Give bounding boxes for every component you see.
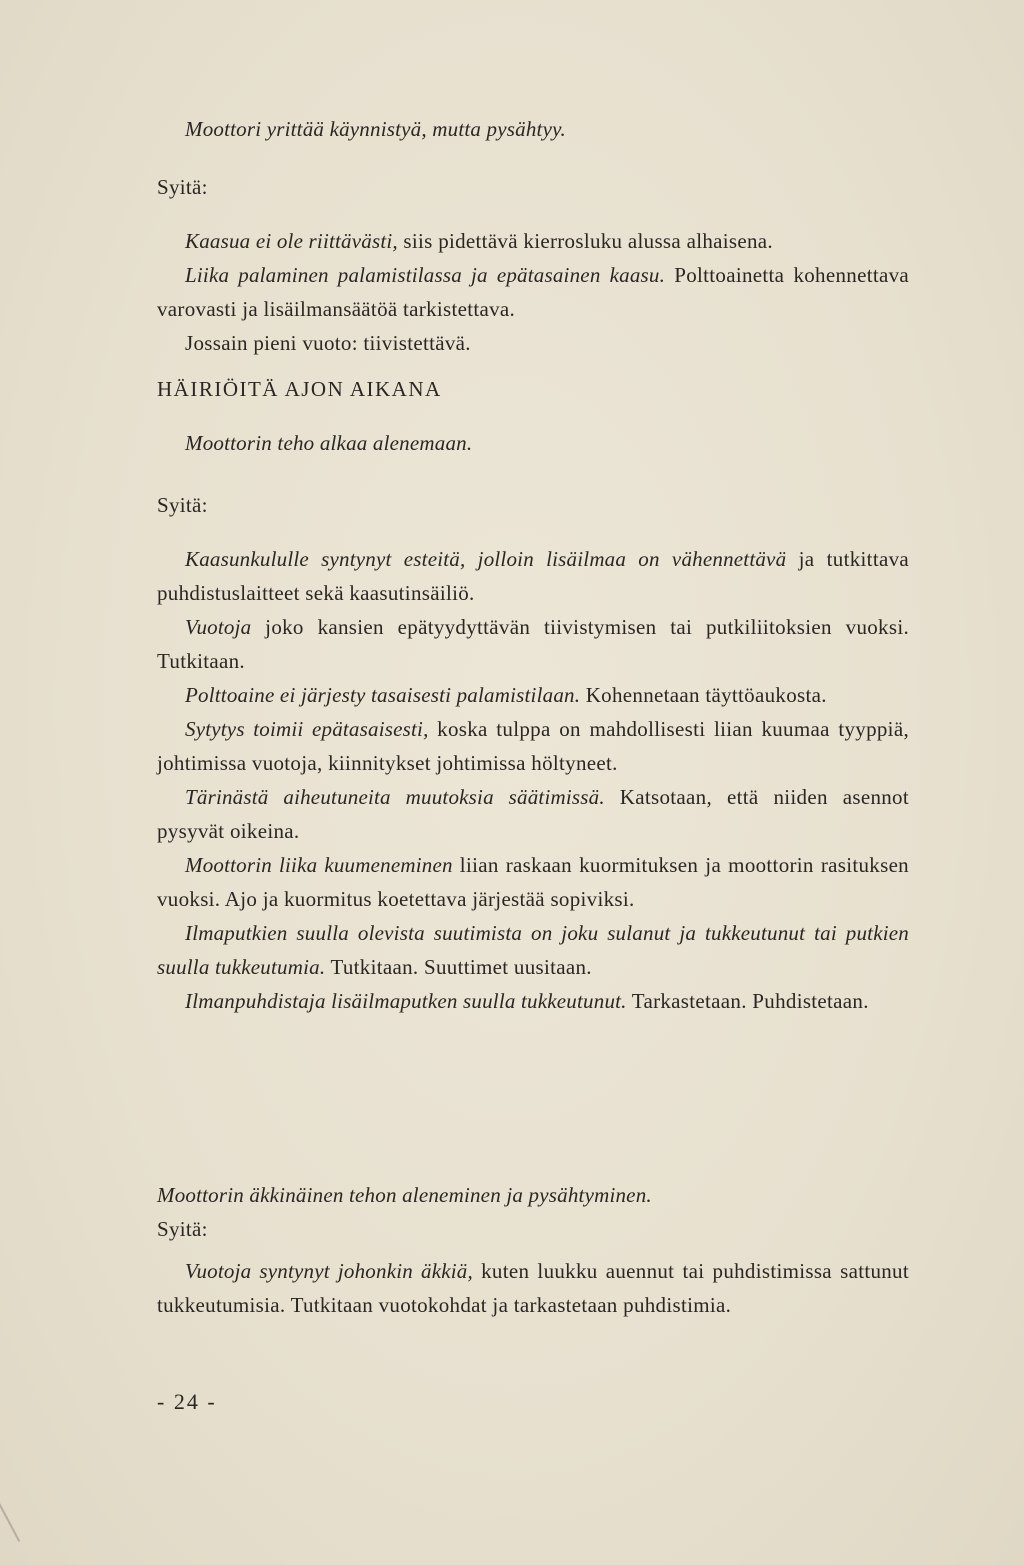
cause-air-cleaner-emph: Ilmanpuhdistaja lisäilmaputken suulla tukkeutunut.: [185, 989, 627, 1013]
startup-heading: [157, 112, 909, 146]
cause-leaks-text: joko kansien epätyydyttävän tiivistymisen tai putkiliitoksien vuoksi. Tutkitaan.: [157, 615, 909, 673]
scan-mark: [0, 1502, 20, 1542]
cause-leaks-emph: Vuotoja: [185, 615, 252, 639]
startup-cause-2: [157, 258, 909, 326]
section-title: HÄIRIÖITÄ AJON AIKANA: [157, 377, 442, 401]
cause-ignition-text: koska tulppa on mahdollisesti liian kuumaa tyyppiä, johtimissa vuotoja, kiinnitykset johtimissa höltyneet.: [157, 717, 909, 775]
cause-fuel-emph: Polttoaine ei järjesty tasaisesti palamistilaan.: [185, 683, 581, 707]
cause-sudden-leak-emph: Vuotoja syntynyt johonkin äkkiä,: [185, 1259, 473, 1283]
page-number: - 24 -: [157, 1389, 217, 1414]
cause-ignition-emph: Sytytys toimii epätasaisesti,: [185, 717, 429, 741]
power-drop-causes-label: Syitä:: [157, 493, 208, 517]
sudden-stop-heading: [157, 1178, 909, 1212]
sudden-stop-section: [157, 1178, 909, 1322]
running-faults-section: [157, 372, 909, 1018]
startup-section: [157, 112, 909, 360]
cause-fuel-text: Kohennetaan täyttöaukosta.: [580, 683, 827, 707]
cause-air-cleaner-text: Tarkastetaan. Puhdistetaan.: [626, 989, 869, 1013]
cause-vibration-text: Katsotaan, että niiden asennot pysyvät oikeina.: [157, 785, 909, 843]
startup-cause-1-text: siis pidettävä kierrosluku alussa alhaisena.: [397, 229, 773, 253]
cause-leaks: [157, 610, 909, 678]
cause-air-cleaner: [157, 984, 909, 1018]
sudden-stop-causes-label: Syitä:: [157, 1217, 208, 1241]
cause-air-nozzles-emph: Ilmaputkien suulla olevista suutimista on joku sulanut ja tukkeutunut tai putkien suulla tukkeutumia.: [157, 921, 909, 979]
startup-cause-1-emph: Kaasua ei ole riittävästi,: [185, 229, 398, 253]
cause-sudden-leak: [157, 1254, 909, 1322]
cause-overheating-emph: Moottorin liika kuumeneminen: [185, 853, 453, 877]
cause-air-nozzles-text: Tutkitaan. Suuttimet uusitaan.: [325, 955, 592, 979]
cause-gas-channel: [157, 542, 909, 610]
sudden-stop-heading-text: Moottorin äkkinäinen tehon aleneminen ja pysähtyminen.: [157, 1183, 652, 1207]
startup-cause-2-text: Polttoainetta kohennettava varovasti ja lisäilmansäätöä tarkistettava.: [157, 263, 910, 321]
startup-cause-3: Jossain pieni vuoto: tiivistettävä.: [185, 331, 471, 355]
power-drop-heading-text: Moottorin teho alkaa alenemaan.: [185, 431, 473, 455]
startup-cause-2-emph: Liika palaminen palamistilassa ja epätasainen kaasu.: [185, 263, 666, 287]
startup-causes-label: Syitä:: [157, 175, 208, 199]
startup-cause-1: [157, 224, 909, 258]
cause-air-nozzles: [157, 916, 909, 984]
cause-fuel: [157, 678, 909, 712]
cause-sudden-leak-text: kuten luukku auennut tai puhdistimissa sattunut tukkeutumisia. Tutkitaan vuotokohdat ja tarkastetaan puhdistimia.: [157, 1259, 909, 1317]
cause-vibration-emph: Tärinästä aiheutuneita muutoksia säätimissä.: [185, 785, 605, 809]
cause-gas-channel-emph: Kaasunkululle syntynyt esteitä, jolloin lisäilmaa on vähennettävä: [185, 547, 787, 571]
cause-vibration: [157, 780, 909, 848]
cause-overheating: [157, 848, 909, 916]
power-drop-heading: [157, 426, 909, 460]
cause-gas-channel-text: ja tutkittava puhdistuslaitteet sekä kaasutinsäiliö.: [157, 547, 909, 605]
cause-ignition: [157, 712, 909, 780]
cause-overheating-text: liian raskaan kuormituksen ja moottorin rasituksen vuoksi. Ajo ja kuormitus koetettava järjestää sopiviksi.: [157, 853, 909, 911]
startup-heading-text: Moottori yrittää käynnistyä, mutta pysähtyy.: [185, 117, 566, 141]
